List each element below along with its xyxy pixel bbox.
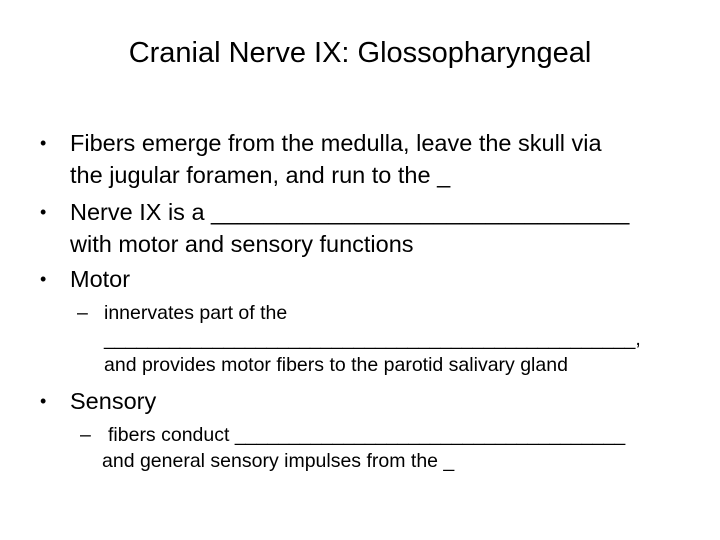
bullet-text-nerve-line-1: Nerve IX is a ________________________________ [70, 199, 630, 225]
bullet-marker: • [40, 391, 47, 411]
sub-bullet-text-innervates-line-3: and provides motor fibers to the parotid salivary gland [104, 354, 568, 376]
slide-title: Cranial Nerve IX: Glossopharyngeal [128, 37, 592, 69]
bullet-marker: • [40, 269, 47, 289]
sub-bullet-text-innervates-line-1: innervates part of the [104, 302, 288, 324]
bullet-text-fibers-line-1: Fibers emerge from the medulla, leave the skull via [70, 130, 602, 156]
sub-bullet-marker: – [80, 424, 91, 446]
bullet-marker: • [40, 133, 47, 153]
bullet-text-nerve-line-2: with motor and sensory functions [70, 231, 414, 257]
sub-bullet-text-fibers-line-1: fibers conduct ____________________________________ [108, 424, 626, 446]
bullet-text-motor: Motor [70, 266, 131, 292]
sub-bullet-marker: – [77, 302, 88, 324]
bullet-marker: • [40, 202, 47, 222]
sub-bullet-text-innervates-line-2: _________________________________________________, [104, 328, 641, 350]
bullet-text-sensory: Sensory [70, 388, 157, 414]
bullet-text-fibers-line-2: the jugular foramen, and run to the _ [70, 162, 451, 188]
sub-bullet-text-fibers-line-2: and general sensory impulses from the _ [102, 450, 455, 472]
